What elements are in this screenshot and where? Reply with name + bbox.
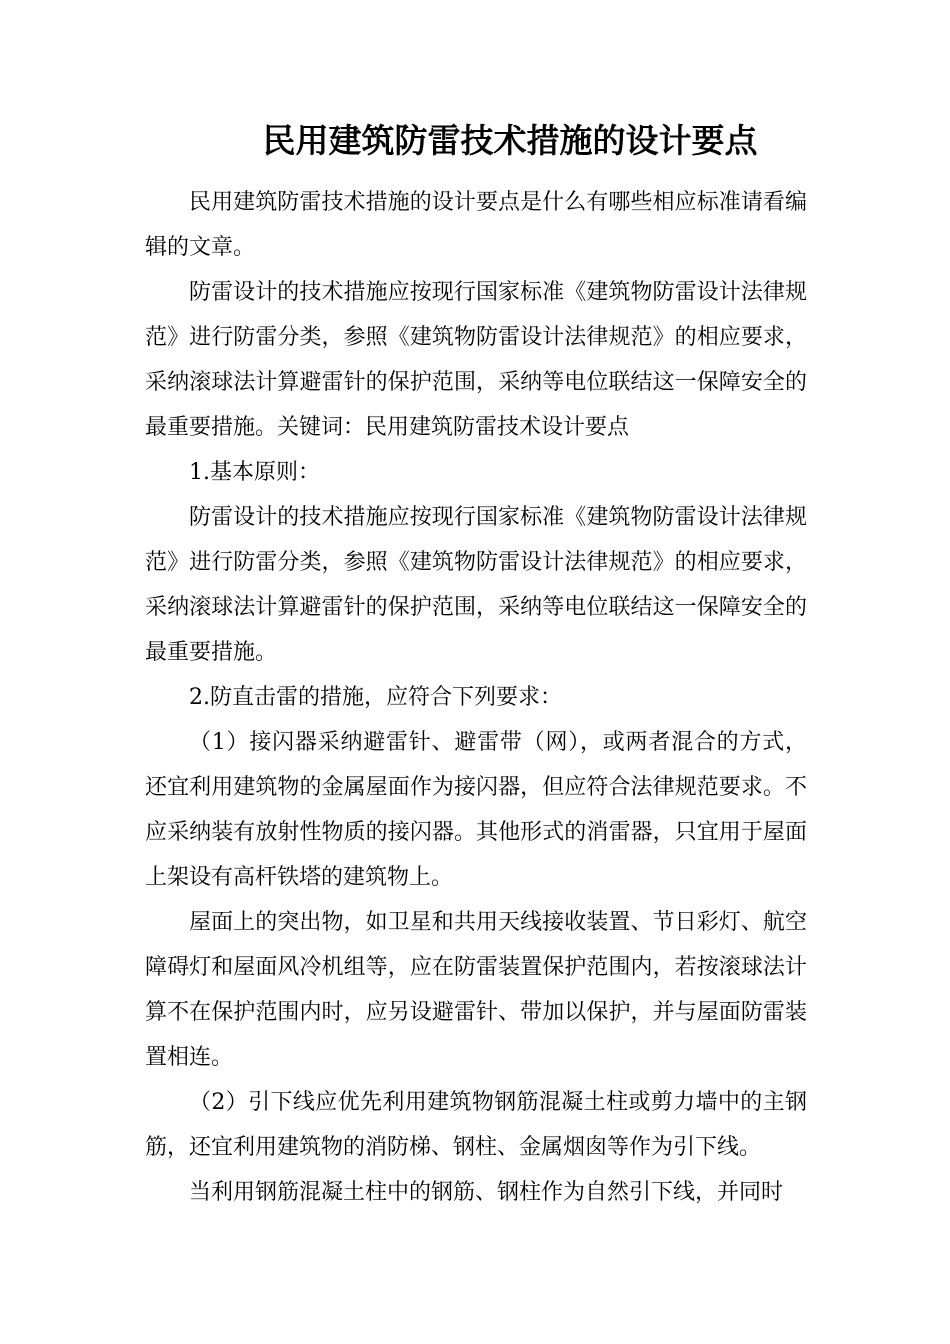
heading-direct-lightning: 2.防直击雷的措施，应符合下列要求：	[189, 685, 562, 710]
paragraph-natural-down-conductor: 当利用钢筋混凝土柱中的钢筋、钢柱作为自然引下线，并同时	[189, 1180, 784, 1205]
paragraph-summary: 防雷设计的技术措施应按现行国家标准《建筑物防雷设计法律规范》进行防雷分类，参照《建筑物防雷设计法律规范》的相应要求，采纳滚球法计算避雷针的保护范围，采纳等电位联结这一保障安全的最重要措施。关键词：民用建筑防雷技术设计要点	[145, 280, 807, 440]
document-title: 民用建筑防雷技术措施的设计要点	[262, 121, 758, 160]
paragraph-air-terminal: （1）接闪器采纳避雷针、避雷带（网），或两者混合的方式，还宜利用建筑物的金属屋面作为接闪器，但应符合法律规范要求。不应采纳装有放射性物质的接闪器。其他形式的消雷器，只宜用于屋面上架设有高杆铁塔的建筑物上。	[145, 730, 807, 890]
paragraph-down-conductor: （2）引下线应优先利用建筑物钢筋混凝土柱或剪力墙中的主钢筋，还宜利用建筑物的消防梯、钢柱、金属烟囱等作为引下线。	[145, 1090, 807, 1160]
paragraph-intro: 民用建筑防雷技术措施的设计要点是什么有哪些相应标准请看编辑的文章。	[145, 190, 807, 260]
heading-basic-principles: 1.基本原则：	[189, 460, 320, 485]
document-body	[145, 180, 807, 1215]
paragraph-roof-protrusions: 屋面上的突出物，如卫星和共用天线接收装置、节日彩灯、航空障碍灯和屋面风冷机组等，应在防雷装置保护范围内，若按滚球法计算不在保护范围内时，应另设避雷针、带加以保护，并与屋面防雷装置相连。	[145, 910, 807, 1070]
paragraph-basic-principles: 防雷设计的技术措施应按现行国家标准《建筑物防雷设计法律规范》进行防雷分类，参照《建筑物防雷设计法律规范》的相应要求，采纳滚球法计算避雷针的保护范围，采纳等电位联结这一保障安全的最重要措施。	[145, 505, 807, 665]
